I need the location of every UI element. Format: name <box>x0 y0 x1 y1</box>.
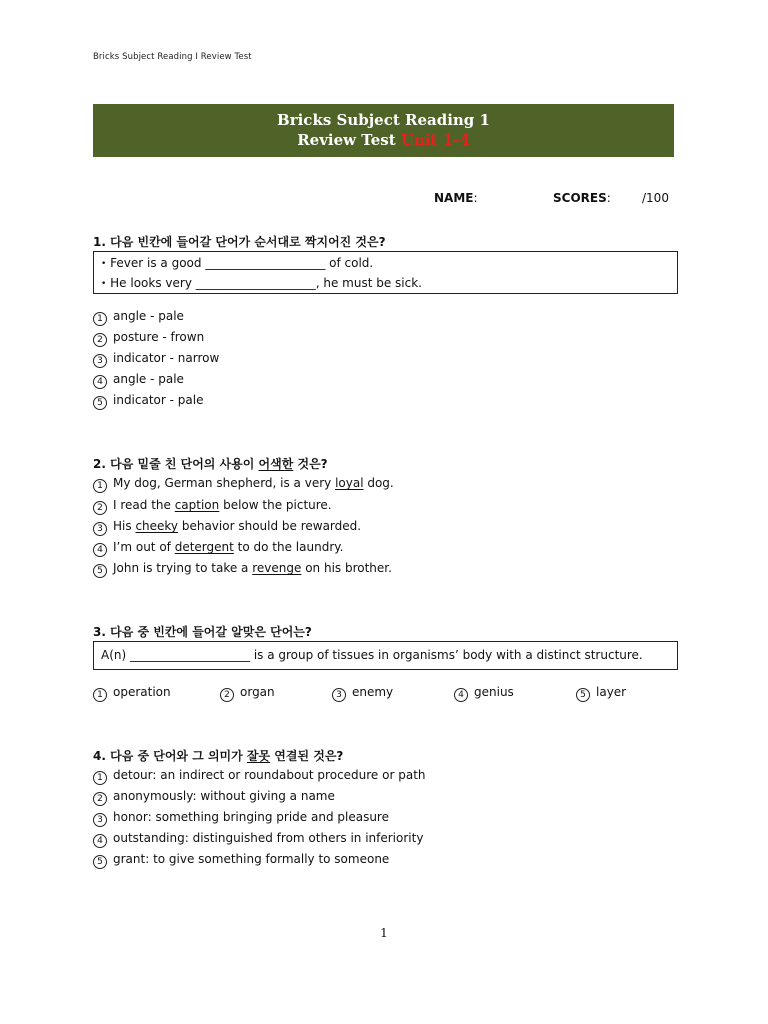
option-text: grant: to give something formally to someone <box>113 852 390 866</box>
option-text: John is trying to take a <box>113 561 253 575</box>
box-text: , he must be sick. <box>315 276 422 290</box>
question-1-box <box>93 251 678 294</box>
question-1-prompt <box>93 233 386 250</box>
underlined-word: revenge <box>252 561 302 575</box>
question-4-text: 다음 중 단어와 그 의미가 <box>110 749 247 763</box>
circled-number: 1 <box>93 312 107 326</box>
underlined-word: cheeky <box>135 519 179 533</box>
circled-number: 3 <box>93 522 107 536</box>
box-text: A(n) <box>101 648 130 662</box>
option-text: detour: an indirect or roundabout procedure or path <box>113 768 426 782</box>
running-header: Bricks Subject Reading I Review Test <box>93 52 252 62</box>
answer-blank: ____________________ <box>205 256 326 270</box>
question-2-option-1[interactable] <box>93 475 394 493</box>
question-3-number: 3. <box>93 625 106 639</box>
option-text: anonymously: without giving a name <box>113 789 335 803</box>
option-text: organ <box>240 685 275 699</box>
circled-number: 5 <box>93 396 107 410</box>
circled-number: 4 <box>93 375 107 389</box>
option-text: angle - pale <box>113 372 184 386</box>
circled-number: 3 <box>93 813 107 827</box>
title-banner <box>93 104 674 157</box>
option-text: angle - pale <box>113 309 184 323</box>
option-text: His <box>113 519 136 533</box>
question-2-number: 2. <box>93 457 106 471</box>
question-2-underlined-word: 어색한 <box>258 457 294 471</box>
circled-number: 4 <box>93 834 107 848</box>
box-text: of cold. <box>325 256 374 270</box>
question-4-option-2[interactable] <box>93 788 335 806</box>
circled-number: 1 <box>93 688 107 702</box>
question-1-option-1[interactable] <box>93 308 184 326</box>
box-text: He looks very <box>110 276 196 290</box>
question-3-box <box>93 641 678 670</box>
circled-number: 2 <box>93 501 107 515</box>
option-text: behavior should be rewarded. <box>178 519 362 533</box>
scores-label <box>553 191 611 205</box>
page-number: 1 <box>380 926 388 940</box>
option-text: to do the laundry. <box>233 540 344 554</box>
question-2-text: 것은? <box>293 457 328 471</box>
question-1-text: 다음 빈칸에 들어갈 단어가 순서대로 짝지어진 것은? <box>110 235 386 249</box>
circled-number: 1 <box>93 771 107 785</box>
question-3-text: 다음 중 빈칸에 들어갈 알맞은 단어는? <box>110 625 312 639</box>
bullet: • <box>101 279 107 289</box>
scores-label-text: SCORES <box>553 191 607 205</box>
question-3-option-1[interactable] <box>93 684 171 702</box>
question-1-box-line-2 <box>101 276 422 290</box>
question-4-prompt <box>93 747 343 764</box>
option-text: genius <box>474 685 514 699</box>
circled-number: 5 <box>93 855 107 869</box>
option-text: indicator - pale <box>113 393 204 407</box>
circled-number: 2 <box>93 333 107 347</box>
option-text: My dog, German shepherd, is a very <box>113 476 336 490</box>
option-text: honor: something bringing pride and pleasure <box>113 810 389 824</box>
question-3-option-5[interactable] <box>576 684 626 702</box>
option-text: indicator - narrow <box>113 351 220 365</box>
question-1-option-3[interactable] <box>93 350 219 368</box>
question-2-option-2[interactable] <box>93 497 332 515</box>
box-text: Fever is a good <box>110 256 206 270</box>
circled-number: 3 <box>93 354 107 368</box>
question-3-option-3[interactable] <box>332 684 393 702</box>
underlined-word: caption <box>174 498 220 512</box>
question-1-number: 1. <box>93 235 106 249</box>
option-text: operation <box>113 685 171 699</box>
answer-blank: ____________________ <box>130 648 250 662</box>
question-1-option-2[interactable] <box>93 329 204 347</box>
question-4-text: 연결된 것은? <box>270 749 344 763</box>
box-text: is a group of tissues in organisms’ body with a distinct structure. <box>250 648 643 662</box>
question-4-option-1[interactable] <box>93 767 426 785</box>
circled-number: 4 <box>93 543 107 557</box>
question-4-option-4[interactable] <box>93 830 423 848</box>
bullet: • <box>101 259 107 269</box>
question-3-option-2[interactable] <box>220 684 275 702</box>
name-label <box>434 191 478 205</box>
option-text: layer <box>596 685 627 699</box>
name-label-text: NAME <box>434 191 474 205</box>
circled-number: 1 <box>93 479 107 493</box>
question-2-option-4[interactable] <box>93 539 343 557</box>
question-2-text: 다음 밑줄 친 단어의 사용이 <box>110 457 259 471</box>
question-4-option-3[interactable] <box>93 809 389 827</box>
circled-number: 2 <box>220 688 234 702</box>
question-4-number: 4. <box>93 749 106 763</box>
scores-colon: : <box>606 191 611 205</box>
circled-number: 2 <box>93 792 107 806</box>
title-line1: Bricks Subject Reading 1 <box>277 111 490 129</box>
option-text: posture - frown <box>113 330 205 344</box>
option-text: enemy <box>352 685 394 699</box>
scores-total: /100 <box>642 191 669 205</box>
option-text: I’m out of <box>113 540 175 554</box>
option-text: on his brother. <box>301 561 392 575</box>
question-1-option-4[interactable] <box>93 371 184 389</box>
question-4-underlined-word: 잘못 <box>246 749 271 763</box>
question-3-prompt <box>93 623 312 640</box>
underlined-word: loyal <box>335 476 364 490</box>
name-colon: : <box>473 191 478 205</box>
question-2-option-3[interactable] <box>93 518 361 536</box>
question-2-prompt <box>93 455 328 472</box>
option-text: dog. <box>363 476 394 490</box>
title-unit: Unit 1-4 <box>400 131 470 149</box>
option-text: outstanding: distinguished from others in inferiority <box>113 831 424 845</box>
answer-blank: ____________________ <box>195 276 316 290</box>
circled-number: 5 <box>576 688 590 702</box>
question-2-option-5[interactable] <box>93 560 392 578</box>
option-text: I read the <box>113 498 175 512</box>
circled-number: 5 <box>93 564 107 578</box>
circled-number: 3 <box>332 688 346 702</box>
question-3-box-line <box>101 648 643 662</box>
option-text: below the picture. <box>219 498 332 512</box>
question-1-option-5[interactable] <box>93 392 203 410</box>
title-line2-prefix: Review Test <box>297 131 401 149</box>
title-line2 <box>93 130 674 150</box>
circled-number: 4 <box>454 688 468 702</box>
question-3-option-4[interactable] <box>454 684 514 702</box>
question-1-box-line-1 <box>101 256 373 270</box>
question-4-option-5[interactable] <box>93 851 389 869</box>
underlined-word: detergent <box>174 540 234 554</box>
